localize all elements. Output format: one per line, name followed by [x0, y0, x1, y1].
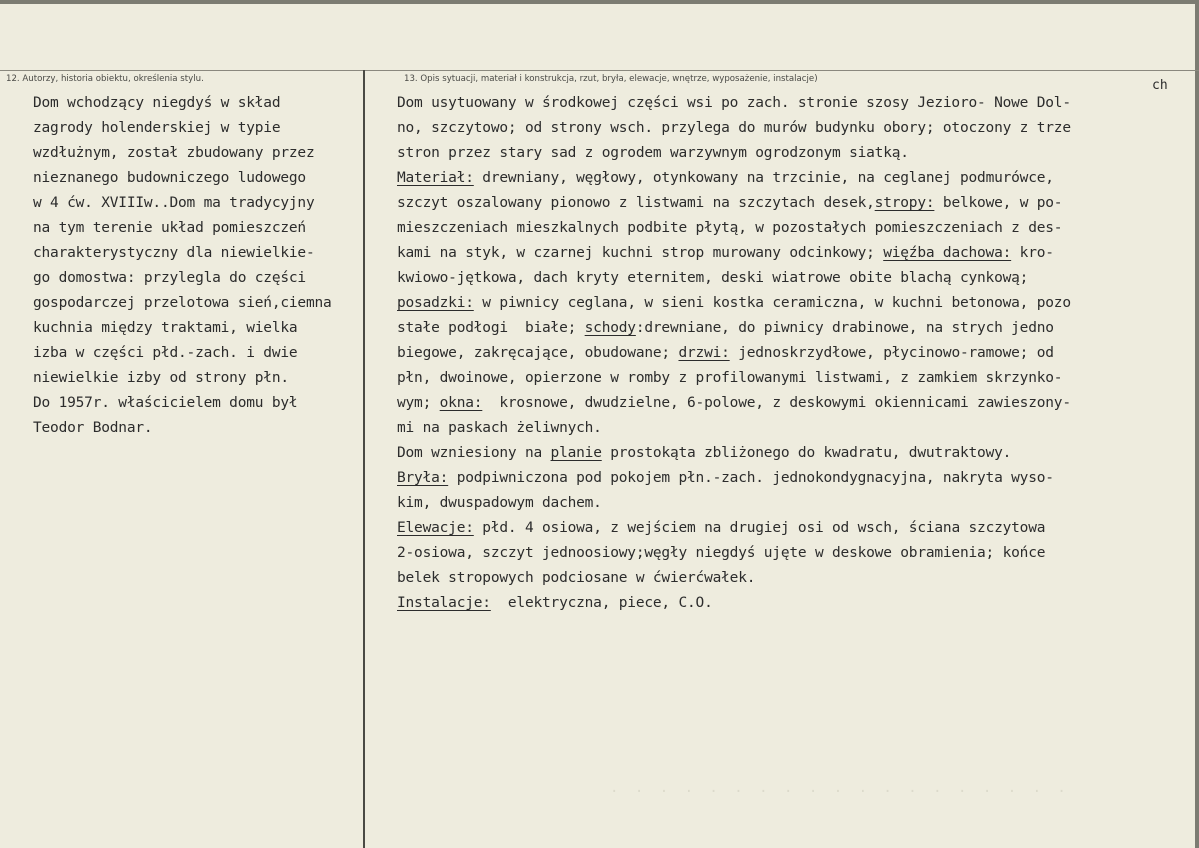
history-line: wzdłużnym, został zbudowany przez: [33, 145, 315, 161]
description-line: [397, 416, 1071, 441]
history-line: izba w części płd.-zach. i dwie: [33, 345, 298, 361]
description-segment: mi na paskach żeliwnych.: [397, 420, 602, 436]
description-segment: krosnowe, dwudzielne, 6-polowe, z deskowymi okiennicami zawieszony-: [482, 395, 1071, 411]
history-line: go domostwa: przylegla do części: [33, 270, 306, 286]
column-divider: [363, 70, 365, 848]
section-heading: posadzki:: [397, 295, 474, 311]
description-segment: w piwnicy ceglana, w sieni kostka ceramiczna, w kuchni betonowa, pozo: [473, 295, 1071, 311]
description-segment: drewniany, węgłowy, otynkowany na trzcinie, na ceglanej podmurówce,: [473, 170, 1054, 186]
description-segment: elektryczna, piece, C.O.: [490, 595, 713, 611]
description-line: [397, 466, 1071, 491]
section-heading: okna:: [439, 395, 483, 411]
section-13-label: 13. Opis sytuacji, materiał i konstrukcja, rzut, bryła, elewacje, wnętrze, wyposażenie, instalacje): [404, 74, 818, 84]
left-header-rule: [0, 70, 366, 71]
section-12-label: 12. Autorzy, historia obiektu, określenia stylu.: [6, 74, 204, 84]
history-text: [33, 91, 332, 441]
description-segment: no, szczytowo; od strony wsch. przylega do murów budynku obory; otoczony z trze: [397, 120, 1071, 136]
description-segment: płd. 4 osiowa, z wejściem na drugiej osi od wsch, ściana szczytowa: [473, 520, 1046, 536]
history-line: Do 1957r. właścicielem domu był: [33, 395, 298, 411]
description-segment: kim, dwuspadowym dachem.: [397, 495, 602, 511]
description-line: [397, 541, 1071, 566]
description-segment: belek stropowych podciosane w ćwierćwałek.: [397, 570, 756, 586]
description-line: [397, 216, 1071, 241]
description-line: [397, 366, 1071, 391]
description-line: [397, 191, 1071, 216]
section-heading: Elewacje:: [397, 520, 474, 536]
description-line: [397, 266, 1071, 291]
description-line: [397, 516, 1071, 541]
description-segment: kro-: [1011, 245, 1054, 261]
description-segment: jednoskrzydłowe, płycinowo-ramowe; od: [729, 345, 1054, 361]
description-line: [397, 341, 1071, 366]
description-segment: 2-osiowa, szczyt jednoosiowy;węgły niegdyś ujęte w deskowe obramienia; końce: [397, 545, 1046, 561]
description-line: [397, 166, 1071, 191]
description-line: [397, 591, 1071, 616]
description-line: [397, 491, 1071, 516]
right-edge: [1195, 0, 1199, 848]
description-line: [397, 116, 1071, 141]
description-segment: Dom usytuowany w środkowej części wsi po zach. stronie szosy Jezioro- Nowe Dol-: [397, 95, 1071, 111]
description-line: [397, 91, 1071, 116]
history-line: zagrody holenderskiej w typie: [33, 120, 281, 136]
history-line: charakterystyczny dla niewielkie-: [33, 245, 315, 261]
right-header-rule: [366, 70, 1199, 71]
description-line: [397, 566, 1071, 591]
history-line: Dom wchodzący niegdyś w skład: [33, 95, 281, 111]
margin-note: ch: [1152, 78, 1168, 93]
description-text: [397, 91, 1071, 616]
description-segment: belkowe, w po-: [934, 195, 1063, 211]
description-segment: wym;: [397, 395, 440, 411]
description-segment: :drewniane, do piwnicy drabinowe, na strych jedno: [635, 320, 1054, 336]
bleed-through-marks: · · · · · · · · · · · · · · · · · · ·: [610, 784, 1070, 800]
section-heading: Materiał:: [397, 170, 474, 186]
description-segment: szczyt oszalowany pionowo z listwami na szczytach desek,: [397, 195, 875, 211]
description-segment: płn, dwoinowe, opierzone w romby z profilowanymi listwami, z zamkiem skrzynko-: [397, 370, 1063, 386]
description-segment: stałe podłogi białe;: [397, 320, 585, 336]
description-segment: kwiowo-jętkowa, dach kryty eternitem, deski wiatrowe obite blachą cynkową;: [397, 270, 1029, 286]
description-segment: podpiwniczona pod pokojem płn.-zach. jednokondygnacyjna, nakryta wyso-: [448, 470, 1054, 486]
description-segment: biegowe, zakręcające, obudowane;: [397, 345, 679, 361]
description-line: [397, 316, 1071, 341]
history-line: nieznanego budowniczego ludowego: [33, 170, 306, 186]
section-heading: Instalacje:: [397, 595, 491, 611]
section-heading: drzwi:: [678, 345, 730, 361]
description-segment: kami na styk, w czarnej kuchni strop murowany odcinkowy;: [397, 245, 884, 261]
section-heading: stropy:: [874, 195, 935, 211]
history-line: na tym terenie układ pomieszczeń: [33, 220, 306, 236]
description-segment: mieszczeniach mieszkalnych podbite płytą, w pozostałych pomieszczeniach z des-: [397, 220, 1063, 236]
history-line: kuchnia między traktami, wielka: [33, 320, 298, 336]
description-line: [397, 241, 1071, 266]
section-heading: Bryła:: [397, 470, 449, 486]
description-segment: stron przez stary sad z ogrodem warzywnym ogrodzonym siatką.: [397, 145, 909, 161]
description-segment: prostokąta zbliżonego do kwadratu, dwutraktowy.: [601, 445, 1012, 461]
description-line: [397, 391, 1071, 416]
description-line: [397, 141, 1071, 166]
section-heading: więźba dachowa:: [883, 245, 1012, 261]
section-heading: schody: [584, 320, 636, 336]
history-line: niewielkie izby od strony płn.: [33, 370, 289, 386]
history-line: Teodor Bodnar.: [33, 420, 153, 436]
section-heading: planie: [550, 445, 602, 461]
history-line: gospodarczej przelotowa sień,ciemna: [33, 295, 332, 311]
description-line: [397, 441, 1071, 466]
history-line: w 4 ćw. XVIIIw..Dom ma tradycyjny: [33, 195, 315, 211]
description-segment: Dom wzniesiony na: [397, 445, 551, 461]
description-line: [397, 291, 1071, 316]
top-edge: [0, 0, 1199, 4]
